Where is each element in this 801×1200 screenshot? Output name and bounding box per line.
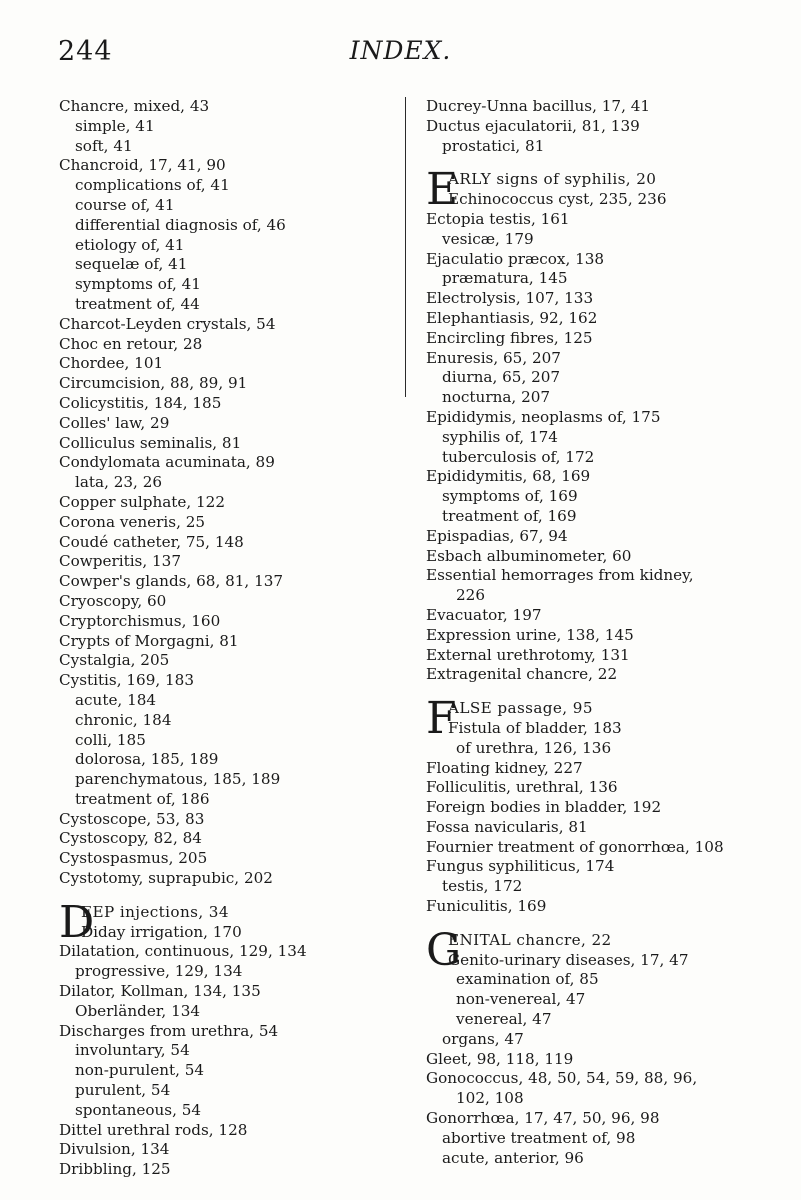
letter-section-start (426, 693, 796, 745)
index-entry: Dilatation, continuous, 129, 134 (59, 942, 307, 961)
index-entry: Epididymis, neoplasms of, 175 (426, 407, 661, 426)
index-subentry: 226 (456, 586, 485, 605)
index-subentry: acute, 184 (75, 690, 157, 709)
index-entry: Evacuator, 197 (426, 605, 542, 624)
index-subentry: acute, anterior, 96 (442, 1148, 584, 1167)
drop-cap-letter: D (59, 896, 95, 948)
index-entry: External urethrotomy, 131 (426, 645, 630, 664)
index-entry: Charcot-Leyden crystals, 54 (59, 314, 276, 333)
index-subentry: symptoms of, 41 (75, 275, 201, 294)
index-subentry: nocturna, 207 (442, 388, 551, 407)
index-entry: Diday irrigation, 170 (81, 922, 242, 941)
index-entry: Discharges from urethra, 54 (59, 1021, 279, 1040)
drop-cap-letter: E (426, 164, 459, 216)
index-entry: ENITAL chancre, 22 (448, 930, 612, 949)
index-entry: ARLY signs of syphilis, 20 (448, 170, 657, 189)
index-entry: Elephantiasis, 92, 162 (426, 308, 598, 327)
index-entry: Funiculitis, 169 (426, 897, 547, 916)
index-entry: Encircling fibres, 125 (426, 328, 593, 347)
index-subentry: testis, 172 (442, 877, 523, 896)
index-subentry: treatment of, 186 (75, 789, 210, 808)
index-entry: Colliculus seminalis, 81 (59, 433, 242, 452)
index-entry: EEP injections, 34 (81, 902, 229, 921)
index-subentry: differential diagnosis of, 46 (75, 215, 286, 234)
index-subentry: vesicæ, 179 (442, 229, 534, 248)
index-entry: Genito-urinary diseases, 17, 47 (448, 950, 689, 969)
index-entry: Enuresis, 65, 207 (426, 348, 561, 367)
index-subentry: course of, 41 (75, 195, 175, 214)
index-entry: Ejaculatio præcox, 138 (426, 249, 605, 268)
index-subentry: diurna, 65, 207 (442, 368, 561, 387)
index-entry: Expression urine, 138, 145 (426, 625, 634, 644)
index-entry: Floating kidney, 227 (426, 758, 583, 777)
index-subentry: progressive, 129, 134 (75, 962, 243, 981)
index-subentry: prostatici, 81 (442, 136, 545, 155)
index-subentry: parenchymatous, 185, 189 (75, 770, 281, 789)
index-entry: Cryptorchismus, 160 (59, 611, 221, 630)
index-entry: Ductus ejaculatorii, 81, 139 (426, 116, 640, 135)
index-subentry: simple, 41 (75, 116, 155, 135)
index-subentry: syphilis of, 174 (442, 427, 558, 446)
index-entry: Cystalgia, 205 (59, 651, 170, 670)
index-entry: Condylomata acuminata, 89 (59, 453, 275, 472)
index-entry: Dittel urethral rods, 128 (59, 1120, 248, 1139)
index-entry: Fistula of bladder, 183 (448, 718, 622, 737)
index-subentry: abortive treatment of, 98 (442, 1128, 636, 1147)
index-entry: Cystospasmus, 205 (59, 849, 208, 868)
index-entry: Fournier treatment of gonorrhœa, 108 (426, 837, 724, 856)
column-rule (405, 97, 406, 397)
index-entry: Foreign bodies in bladder, 192 (426, 798, 662, 817)
index-entry: Coudé catheter, 75, 148 (59, 532, 244, 551)
index-entry: Epispadias, 67, 94 (426, 526, 568, 545)
index-entry: Chordee, 101 (59, 354, 164, 373)
index-entry: Circumcision, 88, 89, 91 (59, 374, 248, 393)
page-number: 244 (58, 36, 113, 67)
index-entry: Dribbling, 125 (59, 1160, 171, 1179)
index-entry: Cowperitis, 137 (59, 552, 181, 571)
index-subentry: purulent, 54 (75, 1081, 171, 1100)
index-entry: Corona veneris, 25 (59, 512, 206, 531)
index-entry: Gleet, 98, 118, 119 (426, 1049, 574, 1068)
index-entry: Epididymitis, 68, 169 (426, 467, 591, 486)
index-subentry: colli, 185 (75, 730, 146, 749)
index-subentry: etiology of, 41 (75, 235, 185, 254)
index-entry: Gonococcus, 48, 50, 54, 59, 88, 96, (426, 1069, 698, 1088)
index-column-right (426, 97, 796, 1168)
index-subentry: involuntary, 54 (75, 1041, 190, 1060)
index-subentry: chronic, 184 (75, 710, 172, 729)
index-entry: Gonorrhœa, 17, 47, 50, 96, 98 (426, 1109, 660, 1128)
index-subentry: treatment of, 169 (442, 506, 577, 525)
index-entry: Cystitis, 169, 183 (59, 671, 194, 690)
index-entry: Fungus syphiliticus, 174 (426, 857, 615, 876)
index-entry: Essential hemorrages from kidney, (426, 566, 694, 585)
index-subentry: 102, 108 (456, 1089, 524, 1108)
index-column-left (59, 97, 429, 1180)
index-subentry: organs, 47 (442, 1029, 524, 1048)
index-subentry: spontaneous, 54 (75, 1100, 202, 1119)
index-subentry: complications of, 41 (75, 176, 230, 195)
index-entry: Chancroid, 17, 41, 90 (59, 156, 226, 175)
index-subentry: Oberländer, 134 (75, 1001, 201, 1020)
index-subentry: treatment of, 44 (75, 294, 200, 313)
index-subentry: non-purulent, 54 (75, 1061, 205, 1080)
index-entry: Cowper's glands, 68, 81, 137 (59, 572, 284, 591)
running-head: INDEX. (349, 36, 452, 65)
index-subentry: venereal, 47 (456, 1010, 552, 1029)
index-entry: Esbach albuminometer, 60 (426, 546, 632, 565)
index-entry: Chancre, mixed, 43 (59, 97, 210, 115)
index-entry: Cryoscopy, 60 (59, 591, 167, 610)
index-subentry: non-venereal, 47 (456, 990, 586, 1009)
index-subentry: soft, 41 (75, 136, 133, 155)
index-entry: Fossa navicularis, 81 (426, 817, 588, 836)
index-subentry: sequelæ of, 41 (75, 255, 188, 274)
index-entry: Electrolysis, 107, 133 (426, 289, 594, 308)
index-entry: Colicystitis, 184, 185 (59, 393, 222, 412)
drop-cap-letter: G (426, 924, 462, 976)
index-subentry: tuberculosis of, 172 (442, 447, 595, 466)
index-entry: Ectopia testis, 161 (426, 209, 570, 228)
index-entry: Choc en retour, 28 (59, 334, 203, 353)
index-entry: Ducrey-Unna bacillus, 17, 41 (426, 97, 651, 115)
index-entry: Folliculitis, urethral, 136 (426, 778, 618, 797)
page-header (0, 36, 801, 76)
index-entry: Cystotomy, suprapubic, 202 (59, 869, 273, 888)
index-entry: Colles' law, 29 (59, 413, 170, 432)
letter-section-start (426, 924, 796, 976)
index-subentry: of urethra, 126, 136 (456, 738, 612, 757)
index-subentry: dolorosa, 185, 189 (75, 750, 219, 769)
index-entry: Copper sulphate, 122 (59, 492, 226, 511)
letter-section-start (426, 164, 796, 216)
letter-section-start (59, 896, 429, 948)
index-entry: Crypts of Morgagni, 81 (59, 631, 239, 650)
index-subentry: lata, 23, 26 (75, 473, 163, 492)
index-entry: Dilator, Kollman, 134, 135 (59, 982, 261, 1001)
drop-cap-letter: F (426, 693, 457, 745)
index-entry: Cystoscopy, 82, 84 (59, 829, 202, 848)
index-entry: ALSE passage, 95 (448, 699, 593, 718)
index-entry: Extragenital chancre, 22 (426, 665, 618, 684)
index-entry: Cystoscope, 53, 83 (59, 809, 205, 828)
index-subentry: symptoms of, 169 (442, 487, 578, 506)
index-entry: Echinococcus cyst, 235, 236 (448, 190, 667, 209)
index-subentry: examination of, 85 (456, 970, 599, 989)
index-subentry: præmatura, 145 (442, 269, 568, 288)
index-entry: Divulsion, 134 (59, 1140, 170, 1159)
